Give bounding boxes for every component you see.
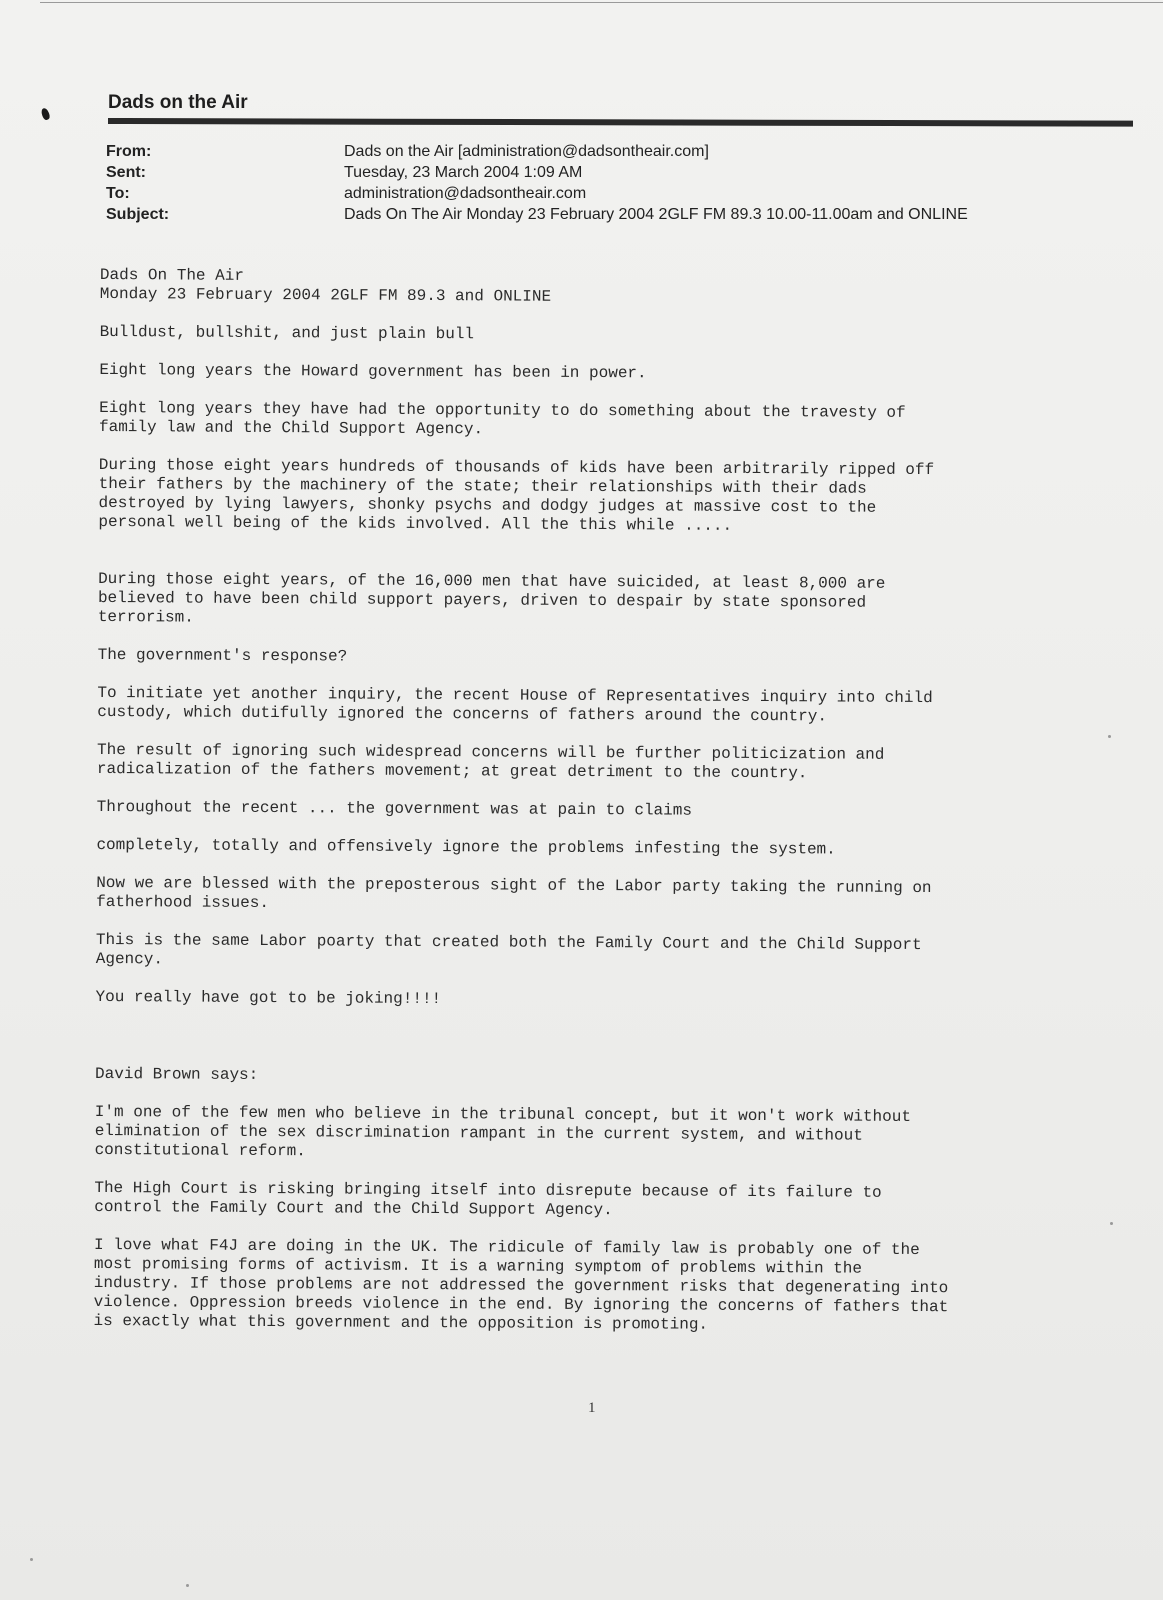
document-title: Dads on the Air — [108, 92, 248, 113]
title-rule — [108, 118, 1133, 127]
from-row — [106, 140, 1146, 161]
body-paragraph: Throughout the recent ... the government was at pain to claims — [96, 797, 693, 820]
speck — [30, 1558, 33, 1561]
speck — [186, 1584, 189, 1587]
from-label: From: — [106, 143, 152, 160]
body-paragraph: This is the same Labor poarty that created both the Family Court and the Child Support Agency. — [95, 930, 922, 969]
body-paragraph: completely, totally and offensively ignore the problems infesting the system. — [96, 835, 836, 859]
body-paragraph: Eight long years the Howard government has been in power. — [99, 360, 647, 383]
page-edge-line — [40, 2, 1163, 3]
body-paragraph: The result of ignoring such widespread concerns will be further politicization and radicalization of the fathers movement; at great detriment to the country. — [96, 740, 885, 783]
body-paragraph: Dads On The Air Monday 23 February 2004 2GLF FM 89.3 and ONLINE — [99, 266, 552, 306]
sent-label: Sent: — [106, 164, 146, 181]
email-body — [93, 266, 1100, 1356]
email-header — [106, 140, 1146, 224]
body-paragraph: Now we are blessed with the preposterous sight of the Labor party taking the running on fatherhood issues. — [96, 873, 932, 913]
ink-mark — [40, 107, 51, 121]
speck — [1110, 1222, 1113, 1225]
body-paragraph: Eight long years they have had the opportunity to do something about the travesty of family law and the Child Support Agency. — [98, 398, 906, 439]
from-value: Dads on the Air [administration@dadsontheair.com] — [344, 143, 709, 160]
body-paragraph: I love what F4J are doing in the UK. The ridicule of family law is probably one of the most promising forms of activism. It is a warning symptom of problems within the industry. If those problems are not addressed the government risks that degenerating into violence. Oppression breeds violence in the end. By ignoring the concerns of fathers that is exactly what this government and the opposition is promoting. — [93, 1235, 949, 1334]
speck — [1108, 735, 1111, 738]
body-paragraph: David Brown says: — [95, 1064, 259, 1084]
body-paragraph: During those eight years, of the 16,000 men that have suicided, at least 8,000 are believed to have been child support payers, driven to despair by state sponsored terrorism. — [97, 569, 886, 627]
page-number: 1 — [588, 1400, 596, 1416]
sent-row — [106, 161, 1146, 182]
to-value: administration@dadsontheair.com — [344, 185, 587, 202]
body-paragraph: Bulldust, bullshit, and just plain bull — [99, 322, 475, 344]
body-paragraph: You really have got to be joking!!!! — [95, 987, 442, 1009]
subject-label: Subject: — [106, 206, 170, 223]
body-paragraph: The government's response? — [97, 645, 348, 666]
sent-value: Tuesday, 23 March 2004 1:09 AM — [344, 164, 583, 181]
to-row — [106, 182, 1146, 203]
subject-value: Dads On The Air Monday 23 February 2004 2GLF FM 89.3 10.00-11.00am and ONLINE — [344, 206, 968, 223]
subject-row — [106, 203, 1146, 224]
body-paragraph: During those eight years hundreds of thousands of kids have been arbitrarily ripped off their fathers by the machinery of the state; their relationships with their dads destroyed by lying lawyers, shonky psychs and dodgy judges at massive cost to the personal well being of the kids involved. All the this while ..... — [98, 455, 935, 535]
body-paragraph: The High Court is risking bringing itself into disrepute because of its failure to control the Family Court and the Child Support Agency. — [94, 1178, 882, 1220]
body-paragraph: To initiate yet another inquiry, the recent House of Representatives inquiry into child custody, which dutifully ignored the concerns of fathers around the country. — [97, 683, 933, 726]
to-label: To: — [106, 185, 130, 202]
body-paragraph: I'm one of the few men who believe in the tribunal concept, but it won't work without elimination of the sex discrimination rampant in the current system, and without constitutional reform. — [94, 1102, 912, 1161]
